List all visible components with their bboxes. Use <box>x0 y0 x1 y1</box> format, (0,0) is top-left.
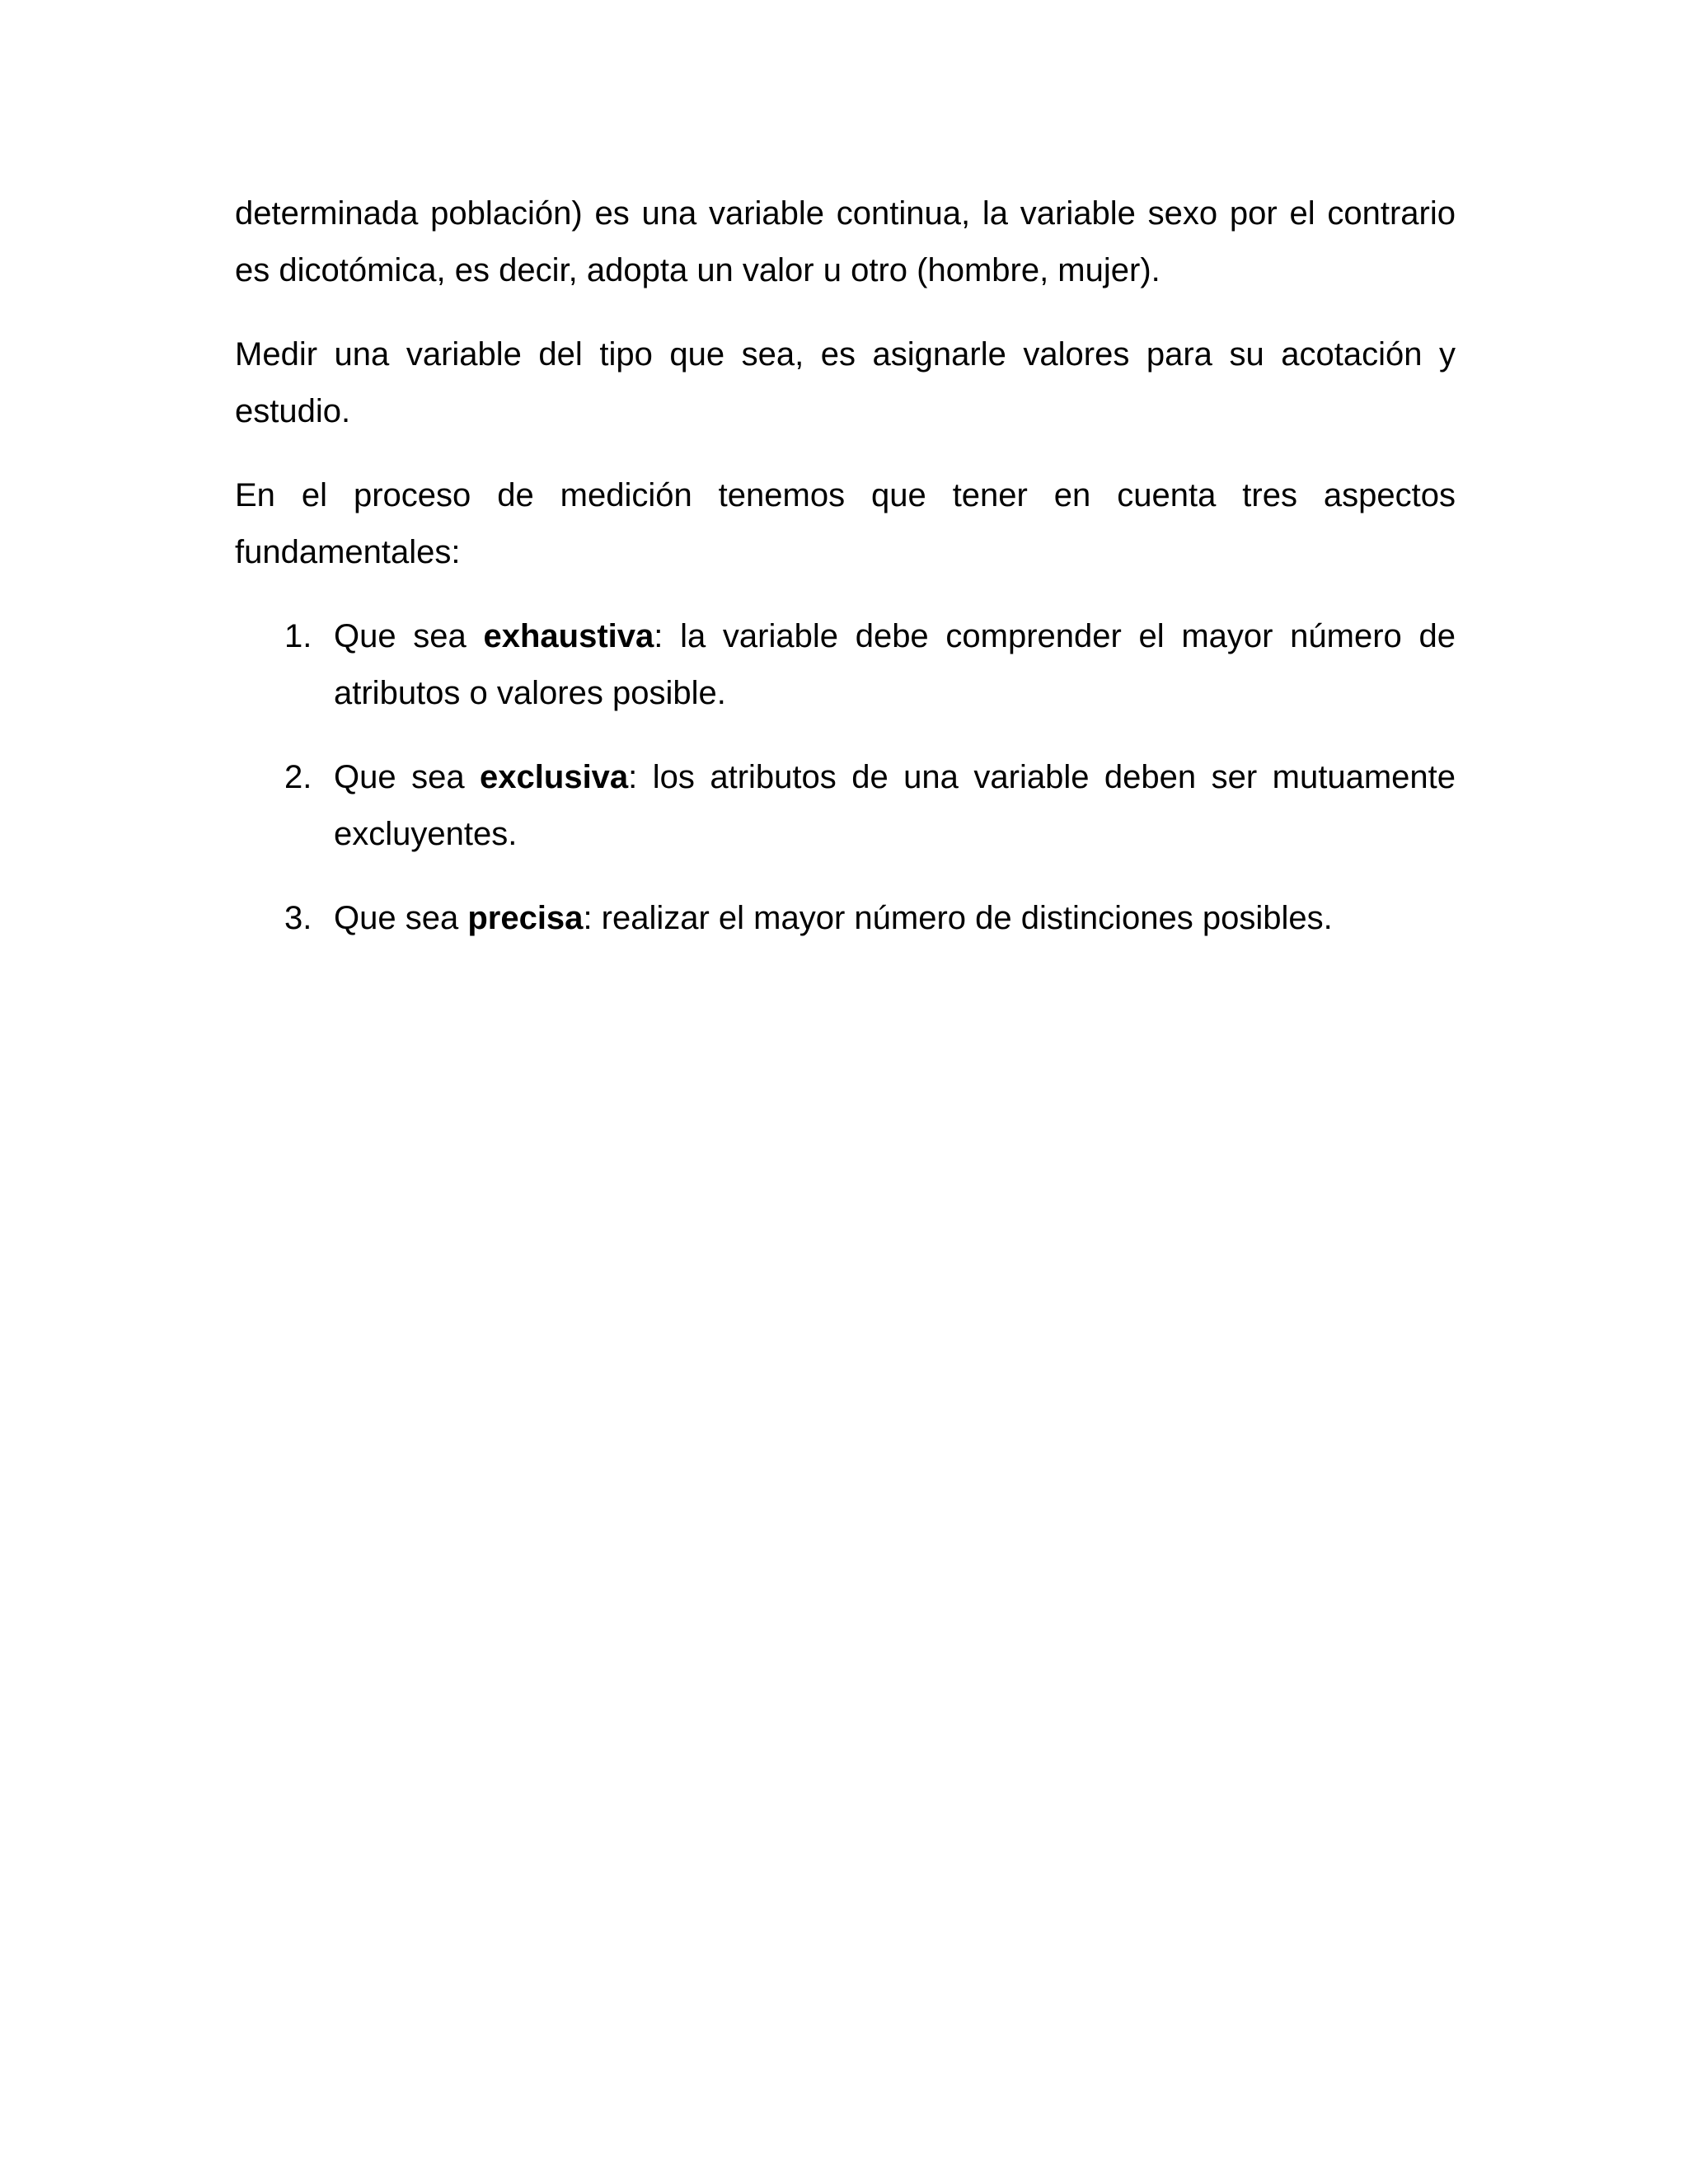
list-number: 1. <box>284 618 312 654</box>
list-item-term: precisa <box>467 900 584 936</box>
list-item-description: : los atributos de una variable deben ser mutuamente excluyentes. <box>334 759 1456 852</box>
list-number: 2. <box>284 759 312 795</box>
paragraph-measure-definition: Medir una variable del tipo que sea, es asignarle valores para su acotación y estudio. <box>235 336 1456 429</box>
list-item-term: exhaustiva <box>483 618 654 654</box>
list-item-exclusiva <box>235 749 1456 863</box>
measurement-criteria-list <box>235 608 1456 947</box>
list-item-prefix: Que sea <box>334 900 468 936</box>
list-item-prefix: Que sea <box>334 759 481 795</box>
list-item-prefix: Que sea <box>334 618 484 654</box>
paragraph-measurement-aspects: En el proceso de medición tenemos que tener en cuenta tres aspectos fundamentales: <box>235 477 1456 570</box>
paragraph-variable-types: determinada población) es una variable continua, la variable sexo por el contrario es dicotómica, es decir, adopta un valor u otro (hombre, mujer). <box>235 195 1456 288</box>
list-item-term: exclusiva <box>480 759 629 795</box>
list-number: 3. <box>284 900 312 936</box>
list-item-description: : la variable debe comprender el mayor número de atributos o valores posible. <box>334 618 1456 711</box>
list-item-description: : realizar el mayor número de distinciones posibles. <box>583 900 1333 936</box>
page-body <box>235 185 1456 974</box>
list-item-exhaustiva <box>235 608 1456 722</box>
list-item-precisa <box>235 890 1456 947</box>
